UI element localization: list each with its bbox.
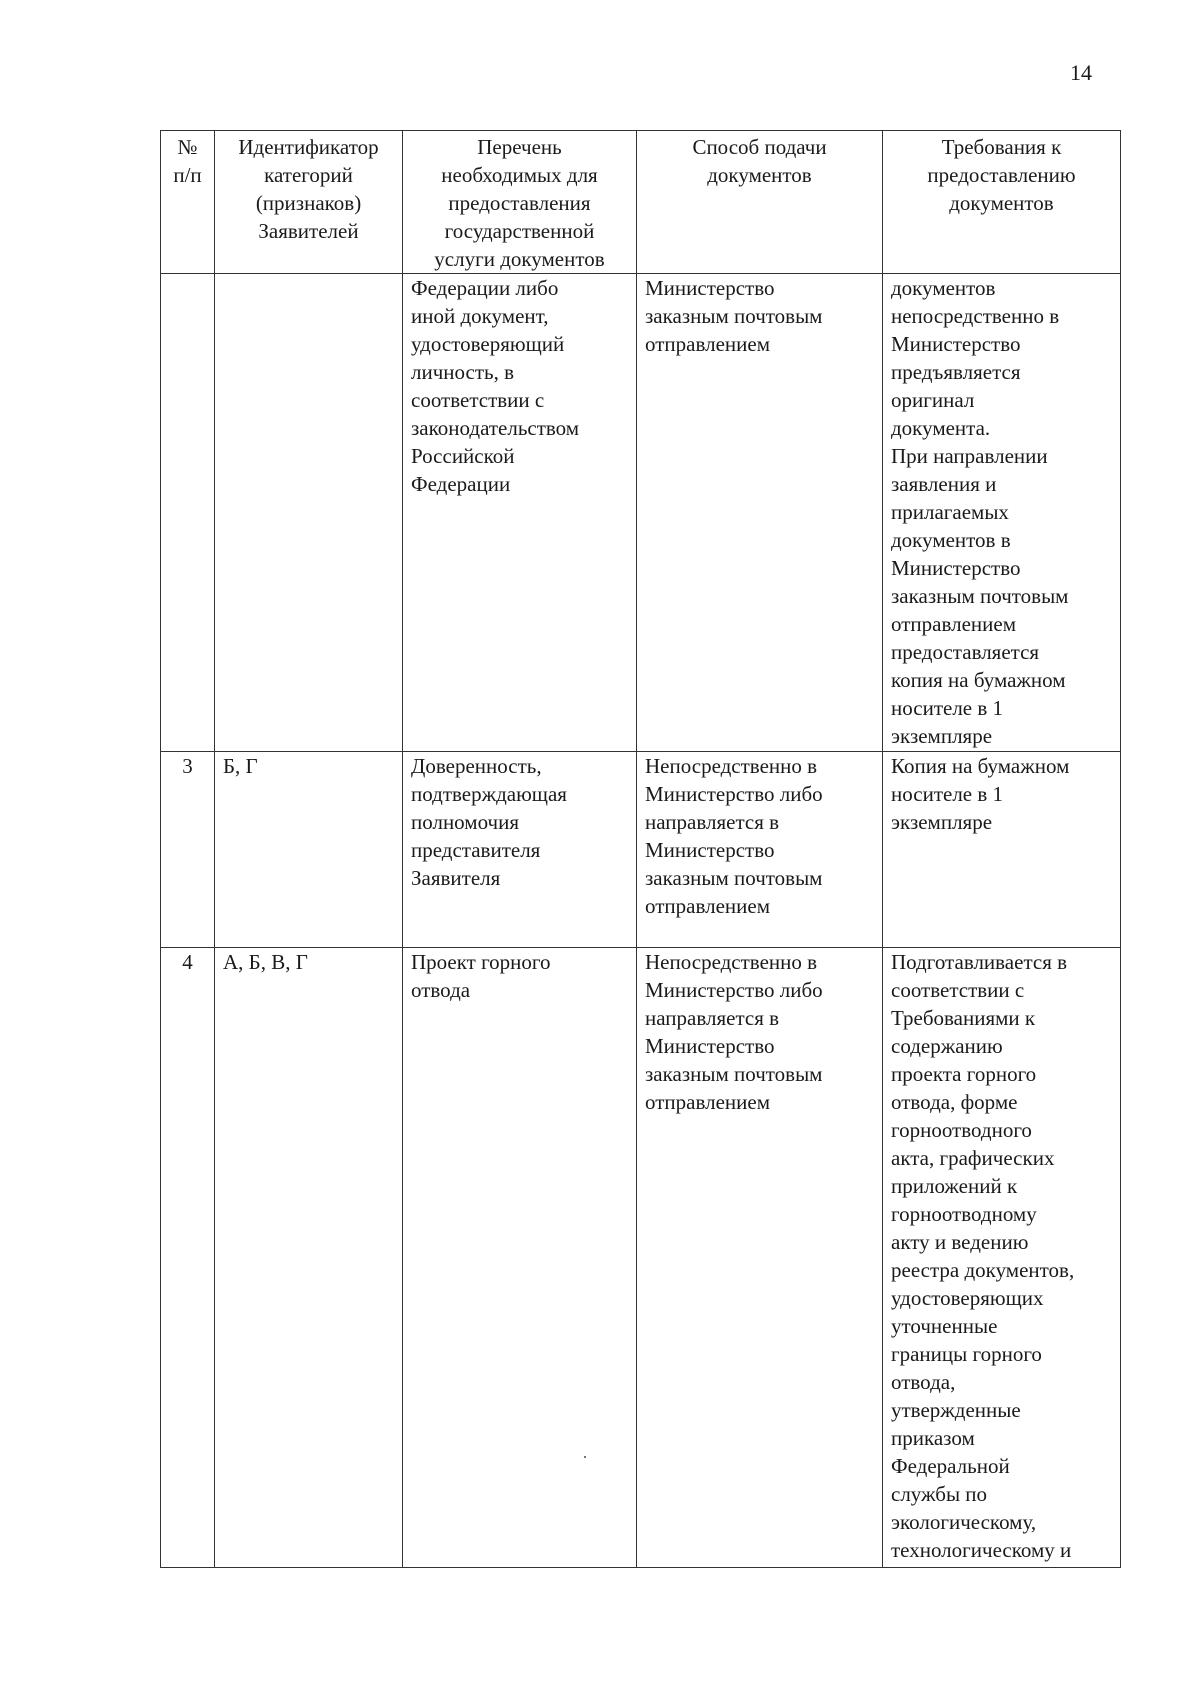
row-categories: А, Б, В, Г xyxy=(215,948,403,1568)
row-number: 3 xyxy=(161,752,215,948)
scan-speck xyxy=(584,1456,586,1458)
header-method: Способ подачи документов xyxy=(637,131,883,274)
row-requirements: документов непосредственно в Министерство предъявляется оригинал документа. При направлении заявления и прилагаемых документов в Министерство заказным почтовым отправлением предоставляется копия на бумажном носителе в 1 экземпляре xyxy=(883,274,1121,752)
header-number: № п/п xyxy=(161,131,215,274)
row-number: 4 xyxy=(161,948,215,1568)
table-row xyxy=(161,948,1121,1568)
header-categories: Идентификатор категорий (признаков) Заявителей xyxy=(215,131,403,274)
row-method: Непосредственно в Министерство либо направляется в Министерство заказным почтовым отправлением xyxy=(637,948,883,1568)
row-method: Министерство заказным почтовым отправлением xyxy=(637,274,883,752)
header-requirements: Требования к предоставлению документов xyxy=(883,131,1121,274)
row-categories xyxy=(215,274,403,752)
table-header-row xyxy=(161,131,1121,274)
table-row xyxy=(161,752,1121,948)
row-categories: Б, Г xyxy=(215,752,403,948)
row-documents: Доверенность, подтверждающая полномочия представителя Заявителя xyxy=(403,752,637,948)
row-documents: Федерации либо иной документ, удостоверяющий личность, в соответствии с законодательством Российской Федерации xyxy=(403,274,637,752)
header-documents: Перечень необходимых для предоставления государственной услуги документов xyxy=(403,131,637,274)
requirements-table xyxy=(160,130,1121,1568)
row-documents: Проект горного отвода xyxy=(403,948,637,1568)
row-requirements: Подготавливается в соответствии с Требованиями к содержанию проекта горного отвода, форме горноотводного акта, графических приложений к горноотводному акту и ведению реестра документов, удостоверяющих уточненные границы горного отвода, утвержденные приказом Федеральной службы по экологическому, технологическому и xyxy=(883,948,1121,1568)
page-number: 14 xyxy=(1070,60,1092,85)
row-number xyxy=(161,274,215,752)
table-row xyxy=(161,274,1121,752)
row-method: Непосредственно в Министерство либо направляется в Министерство заказным почтовым отправлением xyxy=(637,752,883,948)
row-requirements: Копия на бумажном носителе в 1 экземпляре xyxy=(883,752,1121,948)
